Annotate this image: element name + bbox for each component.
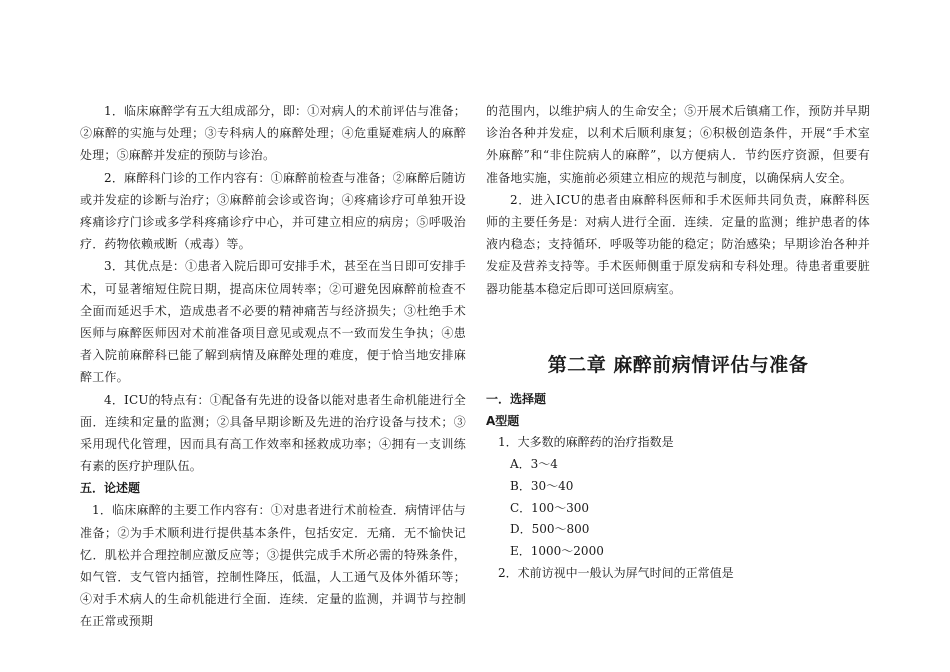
paragraph: 4．ICU的特点有：①配备有先进的设备以能对患者生命机能进行全面．连续和定量的监测；②具备早期诊断及先进的治疗设备与技术；③采用现代化管理，因而具有高工作效率和拯救成功率；④拥有一支训练有素的医疗护理队伍。 [80, 392, 466, 474]
question-option: D．500～800 [510, 522, 590, 537]
question-option: A．3～4 [510, 457, 558, 472]
section-heading: 五．论述题 [80, 481, 141, 496]
section-heading: 一．选择题 [486, 392, 547, 406]
right-column [486, 100, 870, 300]
chapter-title: 第二章 麻醉前病情评估与准备 [547, 354, 809, 376]
question: 2．术前访视中一般认为屏气时间的正常值是 [498, 565, 734, 580]
paragraph: 1．临床麻醉学有五大组成部分，即：①对病人的术前评估与准备；②麻醉的实施与处理；③专科病人的麻醉处理；④危重疑难病人的麻醉处理；⑤麻醉并发症的预防与诊治。 [80, 104, 466, 163]
question-type-heading: A型题 [486, 413, 520, 428]
paragraph: 3．其优点是：①患者入院后即可安排手术，甚至在当日即可安排手术，可显著缩短住院日期，提高床位周转率；②可避免因麻醉前检查不全面而延迟手术，造成患者不必要的精神痛苦与经济损失；③杜绝手术医师与麻醉医师因对术前准备项目意见或观点不一致而发生争执；④患者入院前麻醉科已能了解到病情及麻醉处理的难度，便于恰当地安排麻醉工作。 [80, 259, 466, 385]
question-option: B．30～40 [510, 478, 574, 493]
question-option: E．1000～2000 [510, 543, 604, 558]
left-column [80, 100, 466, 633]
paragraph: 的范围内，以维护病人的生命安全；⑤开展术后镇痛工作，预防并早期诊治各种并发症，以利术后顺利康复；⑥积极创造条件，开展“手术室外麻醉”和“非住院病人的麻醉”，以方便病人．节约医疗资源，但要有准备地实施，实施前必须建立相应的规范与制度，以确保病人安全。 [486, 104, 870, 185]
question: 1．大多数的麻醉药的治疗指数是 [498, 435, 674, 450]
paragraph: 1．临床麻醉的主要工作内容有：①对患者进行术前检查．病情评估与准备；②为手术顺利进行提供基本条件，包括安定．无痛．无不愉快记忆．肌松并合理控制应激反应等；③提供完成手术所必需的特殊条件，如气管．支气管内插管，控制性降压，低温，人工通气及体外循环等；④对手术病人的生命机能进行全面．连续．定量的监测，并调节与控制在正常或预期 [80, 503, 466, 629]
quiz-section [486, 389, 870, 584]
paragraph: 2．进入ICU的患者由麻醉科医师和手术医师共同负责，麻醉科医师的主要任务是：对病人进行全面．连续．定量的监测；维护患者的体液内稳态；支持循环．呼吸等功能的稳定；防治感染；早期诊治各种并发症及营养支持等。手术医师侧重于原发病和专科处理。待患者重要脏器功能基本稳定后即可送回原病室。 [486, 192, 870, 296]
paragraph: 2．麻醉科门诊的工作内容有：①麻醉前检查与准备；②麻醉后随访或并发症的诊断与治疗；③麻醉前会诊或咨询；④疼痛诊疗可单独开设疼痛诊疗门诊或多学科疼痛诊疗中心，并可建立相应的病房；⑤呼吸治疗．药物依赖戒断（戒毒）等。 [80, 170, 466, 252]
question-option: C．100～300 [510, 500, 589, 515]
